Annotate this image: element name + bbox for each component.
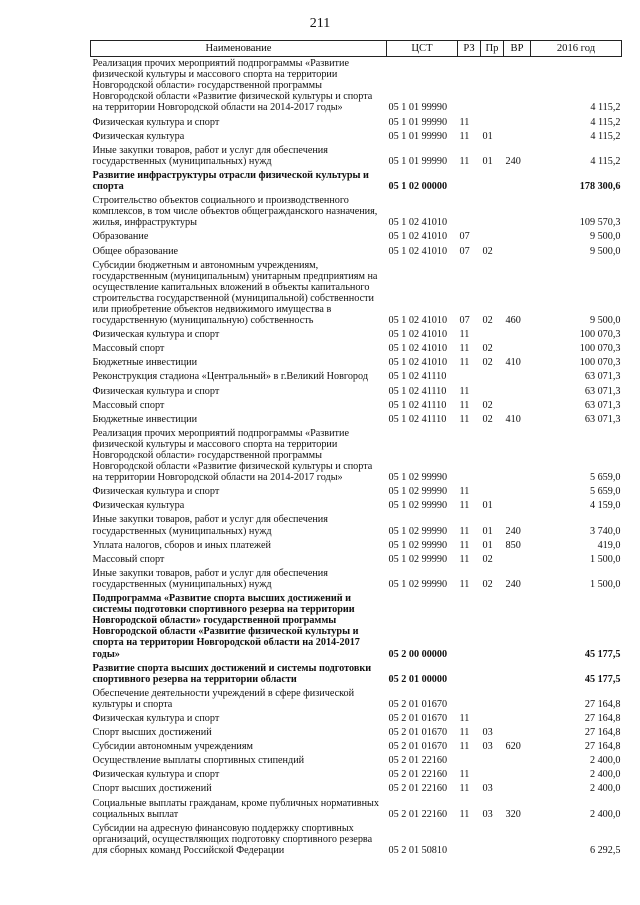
row-name: Спорт высших достижений [92, 783, 212, 795]
row-pr: 02 [482, 413, 493, 425]
row-amount: 6 292,5 [589, 844, 621, 856]
row-vr [504, 342, 531, 356]
row-pr: 01 [482, 130, 493, 142]
row-amount: 100 070,3 [579, 329, 621, 341]
row-name: Уплата налогов, сборов и иных платежей [92, 539, 271, 551]
row-pr: 02 [482, 315, 493, 327]
row-rz: 11 [459, 413, 470, 425]
row-pr: 03 [482, 808, 493, 820]
row-vr [504, 499, 531, 513]
row-pr [481, 169, 504, 194]
column-header-rz: РЗ [458, 41, 481, 57]
row-vr: 620 [505, 741, 521, 753]
row-vr: 240 [505, 578, 521, 590]
row-rz: 11 [459, 727, 470, 739]
row-cst: 05 1 02 41010 [388, 315, 448, 327]
row-pr [481, 427, 504, 485]
row-vr [504, 130, 531, 144]
row-cst: 05 1 01 99990 [388, 102, 448, 114]
row-amount: 63 071,3 [584, 399, 621, 411]
row-name: Массовый спорт [92, 343, 165, 355]
table-row [91, 499, 622, 513]
table-row [91, 768, 622, 782]
row-cst: 05 1 02 99990 [388, 500, 448, 512]
row-cst: 05 1 01 99990 [388, 116, 448, 128]
row-amount: 4 115,2 [590, 102, 621, 114]
row-pr [481, 116, 504, 130]
table-row [91, 567, 622, 592]
row-name: Физическая культура и спорт [92, 116, 220, 128]
row-name: Общее образование [92, 245, 179, 257]
row-rz: 11 [459, 525, 470, 537]
column-header-name: Наименование [91, 41, 387, 57]
row-rz: 11 [459, 385, 470, 397]
row-amount: 27 164,8 [584, 698, 621, 710]
row-rz [458, 592, 481, 662]
row-name: Физическая культура [92, 130, 185, 142]
row-amount: 63 071,3 [584, 413, 621, 425]
row-amount: 4 115,2 [590, 116, 621, 128]
row-rz: 07 [459, 245, 470, 257]
row-pr [481, 822, 504, 858]
row-rz [458, 427, 481, 485]
row-rz: 11 [459, 329, 470, 341]
row-vr [504, 553, 531, 567]
table-row [91, 553, 622, 567]
table-row [91, 687, 622, 712]
table-row [91, 385, 622, 399]
page-number: 211 [309, 16, 331, 31]
table-row [91, 194, 622, 230]
table-row [91, 57, 622, 116]
table-row [91, 427, 622, 485]
row-pr [481, 370, 504, 384]
row-name: Субсидии на адресную финансовую поддержку спортивных организаций, осуществляющих подготовку спортивного резерва для сборных команд Российской Федерации [92, 822, 373, 856]
row-pr: 02 [482, 343, 493, 355]
row-cst: 05 1 02 99990 [388, 525, 448, 537]
table-row [91, 797, 622, 822]
row-vr [504, 754, 531, 768]
table-row [91, 342, 622, 356]
table-row [91, 740, 622, 754]
table-row [91, 328, 622, 342]
row-vr [504, 592, 531, 662]
table-row [91, 245, 622, 259]
row-rz: 11 [459, 578, 470, 590]
table-row [91, 662, 622, 687]
row-rz [458, 687, 481, 712]
row-amount: 9 500,0 [589, 231, 621, 243]
row-vr [504, 427, 531, 485]
table-header-row [91, 41, 622, 57]
row-cst: 05 1 02 41010 [388, 343, 448, 355]
row-vr [504, 370, 531, 384]
row-name: Физическая культура и спорт [92, 385, 220, 397]
row-rz [458, 754, 481, 768]
row-vr [504, 245, 531, 259]
table-row [91, 712, 622, 726]
row-vr: 320 [505, 808, 521, 820]
row-name: Реконструкция стадиона «Центральный» в г.Великий Новгород [92, 371, 369, 383]
row-vr [504, 768, 531, 782]
table-row [91, 539, 622, 553]
row-vr [504, 385, 531, 399]
row-name: Социальные выплаты гражданам, кроме публичных нормативных социальных выплат [92, 797, 379, 820]
row-name: Субсидии автономным учреждениям [92, 741, 253, 753]
row-rz [458, 57, 481, 116]
row-cst: 05 1 02 99990 [388, 553, 448, 565]
table-row [91, 259, 622, 329]
row-vr [504, 116, 531, 130]
row-rz [458, 370, 481, 384]
table-row [91, 592, 622, 662]
row-cst: 05 2 01 01670 [388, 741, 448, 753]
row-rz [458, 822, 481, 858]
row-name: Бюджетные инвестиции [92, 357, 198, 369]
table-row [91, 782, 622, 796]
row-vr [504, 399, 531, 413]
row-vr [504, 782, 531, 796]
row-pr: 03 [482, 741, 493, 753]
table-row [91, 822, 622, 858]
row-name: Иные закупки товаров, работ и услуг для обеспечения государственных (муниципальных) нужд [92, 567, 328, 590]
table-row [91, 230, 622, 244]
row-vr [504, 687, 531, 712]
row-rz: 11 [459, 357, 470, 369]
table-row [91, 169, 622, 194]
row-name: Подпрограмма «Развитие спорта высших достижений и системы подготовки спортивного резерва на территории Новгородской области» государственной программы Новгородской области «Развитие физической культуры и спорта на территории Новгородской области на 2014-2017 годы» [92, 593, 360, 660]
row-rz: 07 [459, 231, 470, 243]
row-vr [504, 712, 531, 726]
row-name: Массовый спорт [92, 553, 165, 565]
row-pr: 03 [482, 727, 493, 739]
row-pr [481, 712, 504, 726]
row-vr [504, 230, 531, 244]
budget-table [90, 40, 622, 858]
row-cst: 05 2 01 01670 [388, 698, 448, 710]
row-pr: 03 [482, 783, 493, 795]
row-pr [481, 662, 504, 687]
row-amount: 2 400,0 [589, 755, 621, 767]
row-amount: 45 177,5 [584, 673, 621, 685]
row-vr: 240 [505, 155, 521, 167]
row-rz: 11 [459, 343, 470, 355]
row-amount: 63 071,3 [584, 371, 621, 383]
row-name: Бюджетные инвестиции [92, 413, 198, 425]
row-cst: 05 2 01 00000 [388, 673, 448, 685]
row-amount: 3 740,0 [589, 525, 621, 537]
row-pr [481, 328, 504, 342]
row-pr [481, 194, 504, 230]
row-vr: 240 [505, 525, 521, 537]
row-amount: 4 115,2 [590, 130, 621, 142]
column-header-pr: Пр [481, 41, 504, 57]
row-rz: 07 [459, 315, 470, 327]
row-vr: 410 [505, 357, 521, 369]
row-amount: 109 570,3 [579, 217, 621, 229]
table-row [91, 413, 622, 427]
row-amount: 1 500,0 [589, 578, 621, 590]
column-header-cst: ЦСТ [387, 41, 458, 57]
row-amount: 5 659,0 [589, 486, 621, 498]
row-name: Образование [92, 231, 149, 243]
row-cst: 05 2 01 01670 [388, 712, 448, 724]
row-cst: 05 1 02 41010 [388, 245, 448, 257]
row-vr [504, 662, 531, 687]
row-name: Реализация прочих мероприятий подпрограммы «Развитие физической культуры и массового спорта на территории Новгородской области» государственной программы Новгородской области «Развитие физической культуры и спорта на территории Новгородской области на 2014-2017 годы» [92, 427, 373, 484]
row-rz: 11 [459, 808, 470, 820]
row-vr: 460 [505, 315, 521, 327]
row-cst: 05 2 01 22160 [388, 783, 448, 795]
row-cst: 05 1 02 99990 [388, 539, 448, 551]
row-rz: 11 [459, 741, 470, 753]
row-rz: 11 [459, 783, 470, 795]
row-vr [504, 169, 531, 194]
row-pr: 01 [482, 155, 493, 167]
row-amount: 4 159,0 [589, 500, 621, 512]
row-amount: 1 500,0 [589, 553, 621, 565]
row-pr [481, 687, 504, 712]
row-cst: 05 2 01 22160 [388, 755, 448, 767]
row-name: Субсидии бюджетным и автономным учреждениям, государственным (муниципальным) унитарным предприятиям на осуществление капитальных вложений в объекты капитального строительства государственной (муниципальной) собственности или приобретение объектов недвижимого имущества в государственную (муниципальную) собственность [92, 259, 378, 327]
table-row [91, 356, 622, 370]
row-name: Обеспечение деятельности учреждений в сфере физической культуры и спорта [92, 687, 355, 710]
row-rz [458, 194, 481, 230]
row-cst: 05 1 02 99990 [388, 578, 448, 590]
row-vr [504, 726, 531, 740]
row-vr: 410 [505, 413, 521, 425]
row-amount: 9 500,0 [589, 245, 621, 257]
row-cst: 05 1 02 41010 [388, 329, 448, 341]
row-amount: 27 164,8 [584, 712, 621, 724]
table-row [91, 485, 622, 499]
row-rz: 11 [459, 539, 470, 551]
table-row [91, 754, 622, 768]
row-cst: 05 2 00 00000 [388, 648, 448, 660]
table-row [91, 726, 622, 740]
row-pr [481, 57, 504, 116]
row-pr: 02 [482, 245, 493, 257]
row-amount: 100 070,3 [579, 343, 621, 355]
row-vr [504, 822, 531, 858]
row-amount: 178 300,6 [579, 181, 621, 193]
row-amount: 9 500,0 [589, 315, 621, 327]
row-vr [504, 57, 531, 116]
row-name: Физическая культура и спорт [92, 712, 220, 724]
row-cst: 05 1 02 41010 [388, 231, 448, 243]
row-cst: 05 1 01 99990 [388, 155, 448, 167]
row-pr [481, 754, 504, 768]
row-pr: 01 [482, 539, 493, 551]
row-cst: 05 1 02 41110 [388, 413, 447, 425]
row-vr [504, 194, 531, 230]
column-header-vr: ВР [504, 41, 531, 57]
row-amount: 100 070,3 [579, 357, 621, 369]
row-amount: 63 071,3 [584, 385, 621, 397]
row-vr [504, 485, 531, 499]
table-row [91, 144, 622, 169]
row-cst: 05 1 02 41010 [388, 217, 448, 229]
row-amount: 27 164,8 [584, 727, 621, 739]
row-pr [481, 485, 504, 499]
row-amount: 4 115,2 [590, 155, 621, 167]
table-body [91, 57, 622, 858]
row-name: Осуществление выплаты спортивных стипендий [92, 755, 305, 767]
row-rz: 11 [459, 155, 470, 167]
row-rz [458, 662, 481, 687]
row-rz: 11 [459, 553, 470, 565]
row-vr [504, 328, 531, 342]
row-cst: 05 2 01 22160 [388, 808, 448, 820]
row-rz: 11 [459, 712, 470, 724]
row-cst: 05 2 01 50810 [388, 844, 448, 856]
row-name: Строительство объектов социального и производственного комплексов, в том числе объектов общегражданского назначения, жилья, инфраструктуры [92, 195, 378, 229]
row-amount: 2 400,0 [589, 808, 621, 820]
row-name: Развитие спорта высших достижений и системы подготовки спортивного резерва на территории области [92, 662, 372, 685]
row-rz [458, 169, 481, 194]
column-header-year: 2016 год [531, 41, 622, 57]
row-pr: 02 [482, 578, 493, 590]
row-pr [481, 592, 504, 662]
row-vr: 850 [505, 539, 521, 551]
row-pr: 02 [482, 553, 493, 565]
row-name: Развитие инфраструктуры отрасли физической культуры и спорта [92, 169, 369, 193]
row-cst: 05 1 02 00000 [388, 181, 448, 193]
row-pr: 01 [482, 525, 493, 537]
row-name: Иные закупки товаров, работ и услуг для обеспечения государственных (муниципальных) нужд [92, 514, 328, 537]
row-amount: 27 164,8 [584, 741, 621, 753]
row-pr [481, 230, 504, 244]
row-cst: 05 1 02 99990 [388, 472, 448, 484]
row-amount: 45 177,5 [584, 648, 621, 660]
row-name: Физическая культура [92, 500, 185, 512]
row-name: Реализация прочих мероприятий подпрограммы «Развитие физической культуры и массового спорта на территории Новгородской области» государственной программы Новгородской области «Развитие физической культуры и спорта на территории Новгородской области на 2014-2017 годы» [92, 58, 373, 114]
row-pr: 02 [482, 399, 493, 411]
row-cst: 05 2 01 01670 [388, 727, 448, 739]
row-pr [481, 385, 504, 399]
row-amount: 419,0 [597, 539, 621, 551]
row-amount: 5 659,0 [589, 472, 621, 484]
table-row [91, 116, 622, 130]
row-pr: 01 [482, 500, 493, 512]
table-row [91, 130, 622, 144]
row-cst: 05 1 01 99990 [388, 130, 448, 142]
row-cst: 05 1 02 41110 [388, 399, 447, 411]
row-rz: 11 [459, 130, 470, 142]
table-row [91, 370, 622, 384]
row-cst: 05 1 02 41010 [388, 357, 448, 369]
row-pr [481, 768, 504, 782]
row-cst: 05 1 02 41110 [388, 371, 447, 383]
table-row [91, 513, 622, 538]
row-rz: 11 [459, 116, 470, 128]
row-cst: 05 1 02 41110 [388, 385, 447, 397]
row-cst: 05 1 02 99990 [388, 486, 448, 498]
row-name: Иные закупки товаров, работ и услуг для обеспечения государственных (муниципальных) нужд [92, 144, 328, 167]
table-row [91, 399, 622, 413]
row-cst: 05 2 01 22160 [388, 769, 448, 781]
row-amount: 2 400,0 [589, 769, 621, 781]
row-rz: 11 [459, 399, 470, 411]
row-rz: 11 [459, 769, 470, 781]
row-amount: 2 400,0 [589, 783, 621, 795]
row-rz: 11 [459, 486, 470, 498]
row-name: Физическая культура и спорт [92, 486, 220, 498]
row-name: Физическая культура и спорт [92, 769, 220, 781]
row-name: Спорт высших достижений [92, 727, 212, 739]
row-rz: 11 [459, 500, 470, 512]
row-pr: 02 [482, 357, 493, 369]
row-name: Массовый спорт [92, 399, 165, 411]
row-name: Физическая культура и спорт [92, 329, 220, 341]
